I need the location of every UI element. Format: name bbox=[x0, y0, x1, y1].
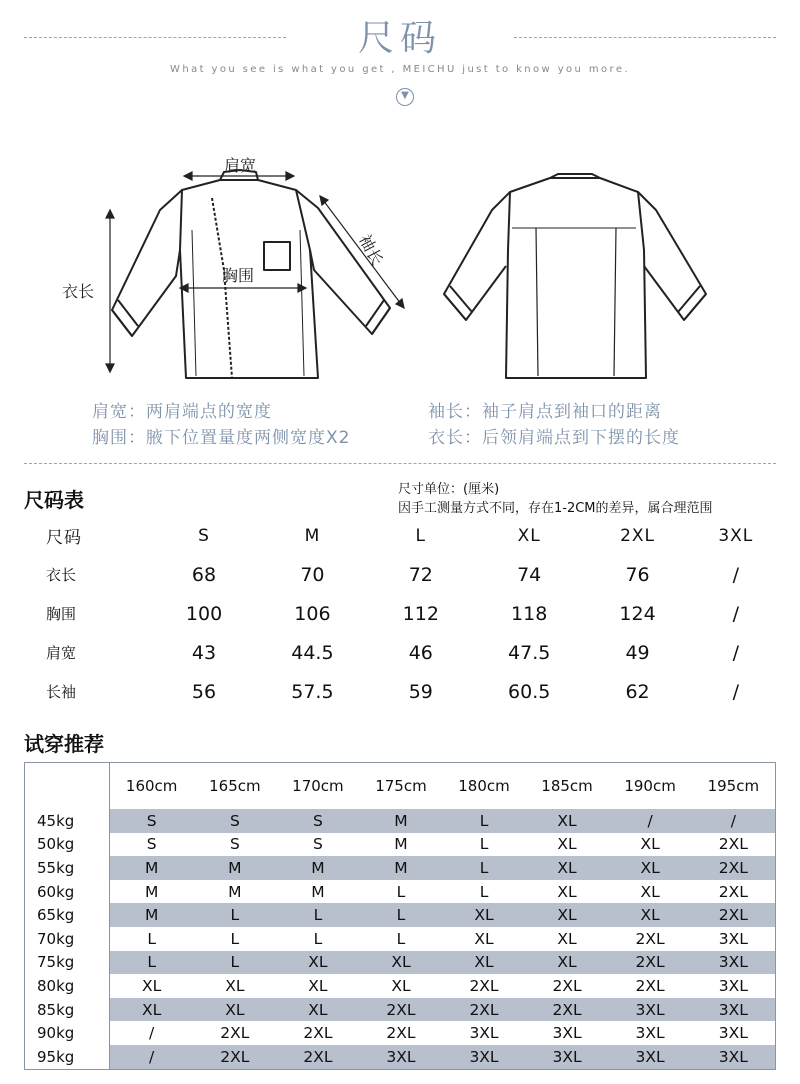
size-cell: 124 bbox=[619, 602, 656, 625]
fit-size-cell: XL bbox=[526, 856, 609, 880]
fit-size-cell: XL bbox=[557, 882, 577, 901]
fit-table-body bbox=[25, 809, 776, 1069]
fit-size-cell: XL bbox=[225, 976, 245, 995]
fit-size-cell: L bbox=[359, 903, 442, 927]
section-divider bbox=[24, 463, 776, 464]
size-cell: 46 bbox=[408, 641, 433, 664]
fit-size-cell: M bbox=[359, 809, 442, 833]
fit-size-cell: XL bbox=[276, 951, 359, 975]
size-table bbox=[24, 516, 784, 711]
size-disclaimer: 因手工测量方式不同，存在1-2CM的差异，属合理范围 bbox=[398, 501, 713, 516]
chevron-down-circle-icon[interactable]: ▼ bbox=[396, 88, 414, 106]
fit-size-cell: S bbox=[146, 835, 157, 854]
fit-size-cell: XL bbox=[557, 835, 577, 854]
fit-corner-cell bbox=[25, 763, 110, 810]
jacket-front-diagram bbox=[100, 150, 420, 390]
note-chest: 胸围：腋下位置量度两侧宽度X2 bbox=[92, 428, 351, 448]
weight-label: 50kg bbox=[25, 833, 110, 857]
fit-size-cell: M bbox=[276, 856, 359, 880]
fit-size-cell: 3XL bbox=[359, 1045, 442, 1069]
note-length: 衣长：后领肩端点到下摆的长度 bbox=[428, 428, 680, 448]
fit-size-cell: 3XL bbox=[718, 929, 748, 948]
size-cell: / bbox=[732, 680, 739, 703]
fit-row bbox=[25, 833, 776, 857]
size-row-label: 肩宽 bbox=[46, 644, 77, 662]
fit-size-cell: 2XL bbox=[193, 1045, 276, 1069]
fit-size-cell: XL bbox=[640, 835, 660, 854]
fit-size-cell: S bbox=[110, 809, 194, 833]
weight-label: 95kg bbox=[25, 1045, 110, 1069]
shoulder-label: 肩宽 bbox=[224, 156, 257, 175]
fit-guide-title: 试穿推荐 bbox=[24, 732, 104, 756]
size-row bbox=[24, 594, 784, 633]
size-cell: 68 bbox=[191, 563, 217, 586]
fit-size-cell: 2XL bbox=[552, 976, 582, 995]
size-col: L bbox=[415, 525, 427, 546]
fit-size-cell: L bbox=[396, 882, 406, 901]
fit-size-cell: L bbox=[479, 882, 489, 901]
size-col: M bbox=[304, 525, 321, 546]
fit-row bbox=[25, 1045, 776, 1069]
fit-size-cell: 3XL bbox=[692, 998, 776, 1022]
fit-size-cell: XL bbox=[526, 951, 609, 975]
fit-size-cell: M bbox=[110, 903, 194, 927]
size-cell: 62 bbox=[625, 680, 650, 703]
fit-size-cell: 3XL bbox=[635, 1024, 665, 1043]
fit-size-cell: 3XL bbox=[692, 951, 776, 975]
fit-size-cell: 3XL bbox=[609, 1045, 692, 1069]
fit-size-cell: 2XL bbox=[692, 856, 776, 880]
note-sleeve: 袖长：袖子肩点到袖口的距离 bbox=[428, 402, 662, 422]
fit-size-cell: XL bbox=[391, 976, 411, 995]
fit-size-cell: 2XL bbox=[442, 998, 525, 1022]
fit-size-cell: L bbox=[442, 809, 525, 833]
weight-label: 85kg bbox=[25, 998, 110, 1022]
weight-label: 60kg bbox=[25, 880, 110, 904]
fit-row bbox=[25, 998, 776, 1022]
weight-label: 70kg bbox=[25, 927, 110, 951]
size-cell: 44.5 bbox=[291, 641, 334, 664]
size-cell: / bbox=[732, 563, 739, 586]
size-cell: 118 bbox=[511, 602, 548, 625]
fit-size-cell: / bbox=[110, 1045, 194, 1069]
fit-size-cell: L bbox=[193, 903, 276, 927]
fit-size-cell: XL bbox=[193, 998, 276, 1022]
weight-label: 55kg bbox=[25, 856, 110, 880]
size-cell: 74 bbox=[517, 563, 542, 586]
fit-size-cell: S bbox=[276, 809, 359, 833]
size-cell: 57.5 bbox=[291, 680, 334, 703]
size-cell: 60.5 bbox=[508, 680, 551, 703]
fit-size-cell: L bbox=[193, 951, 276, 975]
fit-row bbox=[25, 1021, 776, 1045]
size-header-label: 尺码 bbox=[46, 528, 82, 548]
note-shoulder: 肩宽：两肩端点的宽度 bbox=[92, 402, 272, 422]
fit-row bbox=[25, 903, 776, 927]
fit-size-cell: 2XL bbox=[359, 998, 442, 1022]
height-header: 165cm bbox=[193, 763, 276, 810]
height-header: 195cm bbox=[692, 763, 776, 810]
jacket-back-diagram bbox=[440, 170, 710, 385]
page-subtitle: What you see is what you get , MEICHU just to know you more. bbox=[170, 64, 630, 75]
fit-size-cell: 3XL bbox=[526, 1045, 609, 1069]
fit-size-cell: 3XL bbox=[552, 1024, 582, 1043]
fit-size-cell: 3XL bbox=[442, 1045, 525, 1069]
fit-row bbox=[25, 974, 776, 998]
fit-size-cell: XL bbox=[474, 929, 494, 948]
size-col: XL bbox=[517, 525, 541, 546]
height-header: 190cm bbox=[609, 763, 692, 810]
length-label: 衣长 bbox=[62, 282, 95, 301]
fit-size-cell: XL bbox=[276, 998, 359, 1022]
size-cell: / bbox=[732, 602, 739, 625]
size-cell: 112 bbox=[402, 602, 439, 625]
fit-size-cell: M bbox=[193, 856, 276, 880]
fit-size-cell: 3XL bbox=[718, 976, 748, 995]
fit-size-cell: L bbox=[313, 929, 323, 948]
size-cell: 49 bbox=[625, 641, 650, 664]
weight-label: 80kg bbox=[25, 974, 110, 998]
size-row bbox=[24, 633, 784, 672]
fit-size-cell: S bbox=[193, 809, 276, 833]
fit-row bbox=[25, 856, 776, 880]
size-cell: 56 bbox=[191, 680, 217, 703]
fit-size-cell: 2XL bbox=[220, 1024, 250, 1043]
fit-size-cell: XL bbox=[609, 903, 692, 927]
sleeve-label: 袖长 bbox=[355, 231, 388, 269]
fit-header-row bbox=[25, 763, 776, 810]
fit-size-cell: 3XL bbox=[692, 1045, 776, 1069]
fit-size-cell: XL bbox=[640, 882, 660, 901]
size-col: 2XL bbox=[620, 525, 656, 546]
size-cell: 76 bbox=[625, 563, 650, 586]
fit-row bbox=[25, 951, 776, 975]
fit-size-cell: 2XL bbox=[469, 976, 499, 995]
fit-size-cell: 3XL bbox=[469, 1024, 499, 1043]
fit-size-cell: S bbox=[312, 835, 323, 854]
size-row-label: 长袖 bbox=[46, 683, 77, 701]
fit-size-cell: XL bbox=[442, 951, 525, 975]
height-header: 180cm bbox=[442, 763, 525, 810]
fit-size-cell: 2XL bbox=[386, 1024, 416, 1043]
size-cell: 72 bbox=[408, 563, 433, 586]
size-cell: 70 bbox=[300, 563, 325, 586]
fit-size-cell: 2XL bbox=[526, 998, 609, 1022]
fit-size-cell: XL bbox=[359, 951, 442, 975]
size-cell: 47.5 bbox=[508, 641, 551, 664]
fit-size-cell: 2XL bbox=[718, 835, 748, 854]
height-header: 175cm bbox=[359, 763, 442, 810]
fit-size-cell: 2XL bbox=[635, 976, 665, 995]
fit-size-cell: 2XL bbox=[303, 1024, 333, 1043]
page-title: 尺码 bbox=[357, 18, 442, 59]
fit-row bbox=[25, 809, 776, 833]
fit-size-cell: 3XL bbox=[609, 998, 692, 1022]
height-header: 170cm bbox=[276, 763, 359, 810]
fit-size-cell: 2XL bbox=[692, 903, 776, 927]
fit-size-cell: 2XL bbox=[635, 929, 665, 948]
fit-size-cell: XL bbox=[557, 929, 577, 948]
size-cell: / bbox=[732, 641, 739, 664]
height-header: 160cm bbox=[110, 763, 194, 810]
size-row bbox=[24, 672, 784, 711]
fit-size-cell: L bbox=[147, 929, 156, 948]
size-row-label: 衣长 bbox=[46, 566, 77, 584]
height-header: 185cm bbox=[526, 763, 609, 810]
fit-size-cell: 2XL bbox=[609, 951, 692, 975]
size-cell: 100 bbox=[185, 602, 223, 625]
fit-size-cell: XL bbox=[308, 976, 328, 995]
chest-label: 胸围 bbox=[222, 266, 255, 285]
size-cell: 59 bbox=[408, 680, 433, 703]
size-cell: 43 bbox=[191, 641, 217, 664]
fit-size-cell: S bbox=[229, 835, 240, 854]
fit-size-cell: XL bbox=[110, 998, 194, 1022]
size-unit: 尺寸单位：(厘米) bbox=[398, 482, 500, 497]
size-col: 3XL bbox=[718, 525, 754, 546]
fit-size-cell: XL bbox=[526, 809, 609, 833]
fit-size-cell: XL bbox=[609, 856, 692, 880]
fit-size-cell: XL bbox=[526, 903, 609, 927]
fit-size-cell: L bbox=[479, 835, 489, 854]
fit-size-cell: L bbox=[110, 951, 194, 975]
size-col: S bbox=[198, 525, 210, 546]
size-cell: 106 bbox=[294, 602, 331, 625]
size-chart-title: 尺码表 bbox=[24, 488, 84, 512]
fit-size-cell: XL bbox=[142, 976, 162, 995]
fit-size-cell: M bbox=[228, 882, 242, 901]
weight-label: 45kg bbox=[25, 809, 110, 833]
weight-label: 65kg bbox=[25, 903, 110, 927]
weight-label: 75kg bbox=[25, 951, 110, 975]
size-row bbox=[24, 555, 784, 594]
fit-size-cell: M bbox=[110, 856, 194, 880]
fit-size-cell: L bbox=[276, 903, 359, 927]
fit-size-cell: 3XL bbox=[718, 1024, 748, 1043]
fit-row bbox=[25, 927, 776, 951]
fit-size-cell: 2XL bbox=[718, 882, 748, 901]
fit-size-cell: L bbox=[396, 929, 406, 948]
fit-row bbox=[25, 880, 776, 904]
size-row-label: 胸围 bbox=[46, 605, 77, 623]
size-header-row bbox=[24, 516, 784, 555]
fit-size-cell: L bbox=[230, 929, 240, 948]
fit-table bbox=[24, 762, 776, 1070]
fit-size-cell: M bbox=[144, 882, 159, 901]
fit-size-cell: M bbox=[359, 856, 442, 880]
fit-size-cell: M bbox=[394, 835, 408, 854]
fit-size-cell: XL bbox=[442, 903, 525, 927]
fit-size-cell: M bbox=[311, 882, 325, 901]
fit-size-cell: / bbox=[609, 809, 692, 833]
fit-size-cell: 2XL bbox=[276, 1045, 359, 1069]
fit-size-cell: / bbox=[149, 1024, 155, 1043]
fit-size-cell: / bbox=[692, 809, 776, 833]
fit-size-cell: L bbox=[442, 856, 525, 880]
weight-label: 90kg bbox=[25, 1021, 110, 1045]
